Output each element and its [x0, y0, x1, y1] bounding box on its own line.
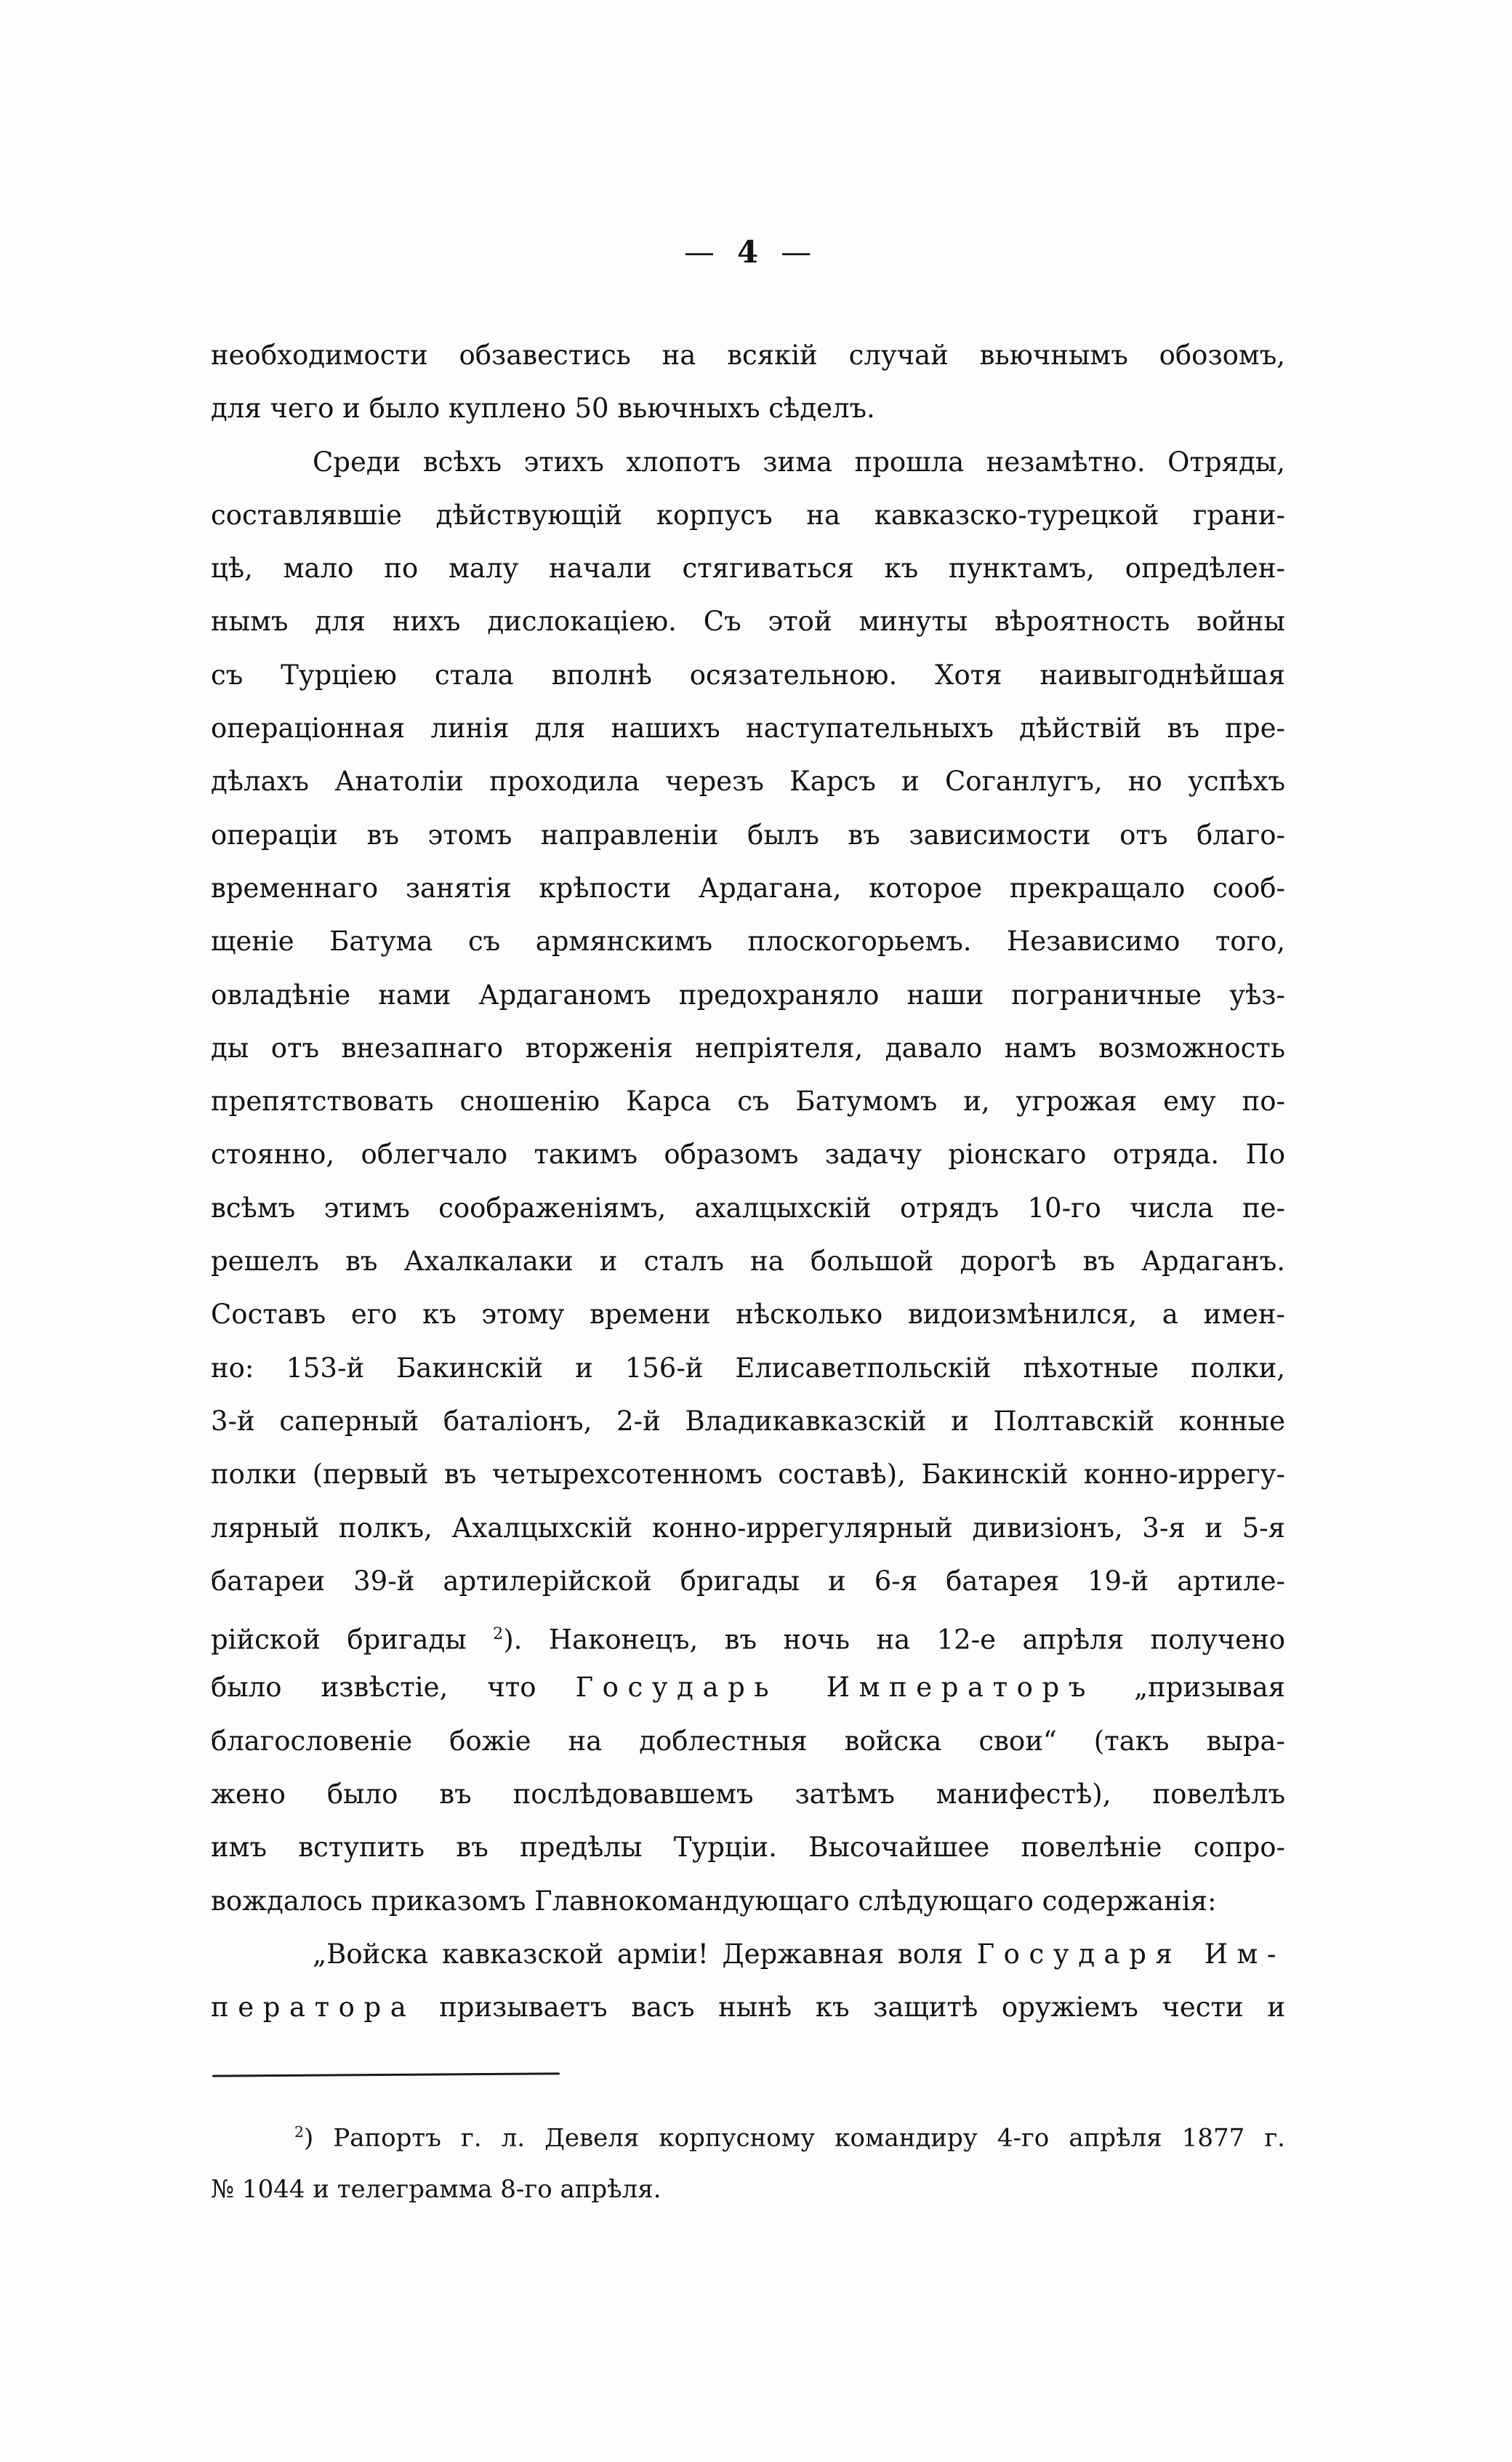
text-line: дѣлахъ Анатоліи проходила черезъ Карсъ и Соганлугъ, но успѣхъ — [211, 766, 1285, 798]
text-line: необходимости обзавестись на всякій случай вьючнымъ обозомъ, — [211, 340, 1285, 371]
page-number: 4 — [736, 234, 760, 270]
text-line: было извѣстіе, что Государь Императоръ „призывая — [211, 1672, 1285, 1704]
text-line: полки (первый въ четырехсотенномъ составѣ), Бакинскій конно-иррегу- — [211, 1459, 1285, 1491]
text-line: операціонная линія для нашихъ наступательныхъ дѣйствій въ пре- — [211, 713, 1285, 745]
text-line: Среди всѣхъ этихъ хлопотъ зима прошла незамѣтно. Отряды, — [313, 446, 1285, 478]
text-line: № 1044 и телеграмма 8-го апрѣля. — [211, 2175, 662, 2204]
text-line: временнаго занятія крѣпости Ардагана, которое прекращало сооб- — [211, 872, 1285, 904]
header-dash-left: — — [683, 234, 715, 270]
footnote-rule — [212, 2072, 560, 2077]
text-line: съ Турціею стала вполнѣ осязательною. Хотя наивыгоднѣйшая — [211, 659, 1285, 691]
text-line: препятствовать сношенію Карса съ Батумомъ и, угрожая ему по- — [211, 1086, 1285, 1118]
text-line: решелъ въ Ахалкалаки и сталъ на большой дорогѣ въ Ардаганъ. — [211, 1246, 1285, 1278]
text-line: операціи въ этомъ направленіи былъ въ зависимости отъ благо- — [211, 819, 1285, 851]
text-line: 3-й саперный баталіонъ, 2-й Владикавказскій и Полтавскій конные — [211, 1405, 1285, 1437]
text-line: рійской бригады $^2$). Наконецъ, въ ночь на 12-е апрѣля получено — [211, 1624, 1286, 1656]
text-line: лярный полкъ, Ахалцыхскій конно-иррегулярный дивизіонъ, 3-я и 5-я — [211, 1512, 1285, 1544]
text-line: благословеніе божіе на доблестныя войска свои“ (такъ выра- — [211, 1725, 1285, 1757]
text-line: Составъ его къ этому времени нѣсколько видоизмѣнился, а имен- — [211, 1299, 1285, 1331]
text-line: но: 153-й Бакинскій и 156-й Елисаветпольскій пѣхотные полки, — [211, 1352, 1285, 1384]
text-line: всѣмъ этимъ соображеніямъ, ахалцыхскій отрядъ 10-го числа пе- — [211, 1192, 1285, 1224]
text-line: ператора призываетъ васъ нынѣ къ защитѣ оружіемъ чести и — [211, 1992, 1285, 2024]
text-line: имъ вступить въ предѣлы Турціи. Высочайшее повелѣніе сопро- — [211, 1832, 1285, 1864]
text-line: щеніе Батума съ армянскимъ плоскогорьемъ. Независимо того, — [211, 926, 1285, 958]
text-line: „Войска кавказской арміи! Державная воля Государя Им- — [313, 1938, 1285, 1970]
text-line: ды отъ внезапнаго вторженія непріятеля, давало намъ возможность — [211, 1032, 1285, 1064]
text-line: стоянно, облегчало такимъ образомъ задачу ріонскаго отряда. По — [211, 1139, 1285, 1171]
text-line: составлявшіе дѣйствующій корпусъ на кавказско-турецкой грани- — [211, 499, 1285, 531]
text-line: вождалось приказомъ Главнокомандующаго слѣдующаго содержанія: — [211, 1885, 1217, 1917]
text-line: батареи 39-й артилерійской бригады и 6-я батарея 19-й артиле- — [211, 1565, 1285, 1597]
header-dash-right: — — [781, 234, 813, 270]
text-line: нымъ для нихъ дислокаціею. Съ этой минуты вѣроятность войны — [211, 606, 1285, 638]
text-line: цѣ, мало по малу начали стягиваться къ пунктамъ, опредѣлен- — [211, 553, 1285, 585]
footnote-text — [211, 2104, 1285, 2218]
page-header — [211, 234, 1285, 270]
text-line: $^2$) Рапортъ г. л. Девеля корпусному командиру 4-го апрѣля 1877 г. — [294, 2123, 1285, 2153]
text-line: для чего и было куплено 50 вьючныхъ сѣделъ. — [211, 393, 875, 425]
text-line: овладѣніе нами Ардаганомъ предохраняло наши пограничные уѣз- — [211, 979, 1285, 1011]
text-line: жено было въ послѣдовавшемъ затѣмъ манифестѣ), повелѣлъ — [211, 1779, 1285, 1811]
body-text — [211, 329, 1285, 2034]
